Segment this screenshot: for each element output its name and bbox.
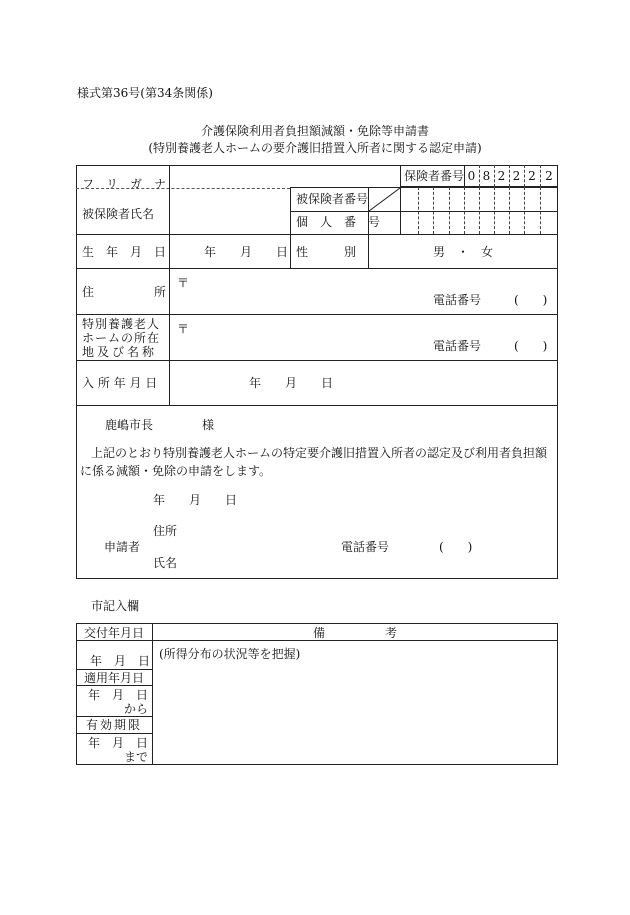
insurer-number-digit: 8 [482,169,491,183]
address-phone-parens: ( ) [514,293,548,307]
address-label: 住 所 [82,285,167,299]
applicant-name-label: 氏名 [153,556,178,570]
apply-date-label: 適用年月日 [83,671,144,685]
validity-value: 年 月 日 [87,736,148,750]
addressee-honorific: 様 [202,418,215,432]
insurer-number-digit: 0 [467,169,476,183]
insured-name-label: 被保険者氏名 [82,207,155,221]
issue-date-value: 年 月 日 [89,654,150,668]
applicant-address-label: 住所 [153,524,178,538]
applicant-phone-label: 電話番号 [341,540,390,554]
sex-label: 性 別 [296,245,357,259]
address-postal-mark: 〒 [177,276,190,290]
facility-phone-parens: ( ) [514,339,548,353]
facility-label-line1: 特別養護老人 [82,317,161,331]
insurer-number-digit: 2 [545,169,553,183]
office-use-table [76,623,558,765]
facility-label-line3: 地及び名称 [82,345,158,359]
form-subtitle: (特別養護老人ホームの要介護旧措置入所者に関する認定申請) [148,141,482,155]
insured-number-label: 被保険者番号 [296,192,369,206]
birth-date-label: 生 年 月 日 [82,245,167,259]
insurer-number-digit: 2 [528,169,536,183]
apply-from: から [123,702,148,716]
apply-date-value: 年 月 日 [87,688,148,702]
facility-phone-label: 電話番号 [433,339,482,353]
application-body-line1: 上記のとおり特別養護老人ホームの特定要介護旧措置入所者の認定及び利用者負担額 [91,446,548,460]
issue-date-label: 交付年月日 [83,626,144,640]
insurer-number-digit: 2 [512,169,521,183]
sex-options: 男 ・ 女 [433,245,494,259]
form-title: 介護保険利用者負担額減額・免除等申請書 [200,124,429,138]
admission-date-label: 入 所 年 月 日 [82,376,158,390]
applicant-label: 申請者 [104,540,141,554]
application-body-line2: に係る減額・免除の申請をします。 [80,464,272,478]
validity-until: まで [123,750,148,764]
validity-label: 有効期限 [85,718,142,732]
admission-date-field: 年 月 日 [249,376,334,390]
furigana-label: フ リ ガ ナ [82,177,167,191]
notes-label: 備 考 [312,626,397,640]
personal-number-label: 個 人 番 号 [296,215,381,229]
facility-label-line2: ホームの所在 [82,331,161,345]
insurer-number-digit: 2 [497,169,506,183]
birth-date-field: 年 月 日 [204,245,289,259]
office-use-label: 市記入欄 [91,599,140,613]
application-date: 年 月 日 [153,493,238,507]
notes-content: (所得分布の状況等を把握) [159,647,301,661]
applicant-phone-parens: ( ) [439,540,473,554]
addressee: 鹿嶋市長 [105,418,154,432]
insurer-number-label: 保険者番号 [404,169,465,183]
form-number: 様式第36号(第34条関係) [77,86,213,100]
address-phone-label: 電話番号 [433,293,482,307]
facility-postal-mark: 〒 [177,322,190,336]
